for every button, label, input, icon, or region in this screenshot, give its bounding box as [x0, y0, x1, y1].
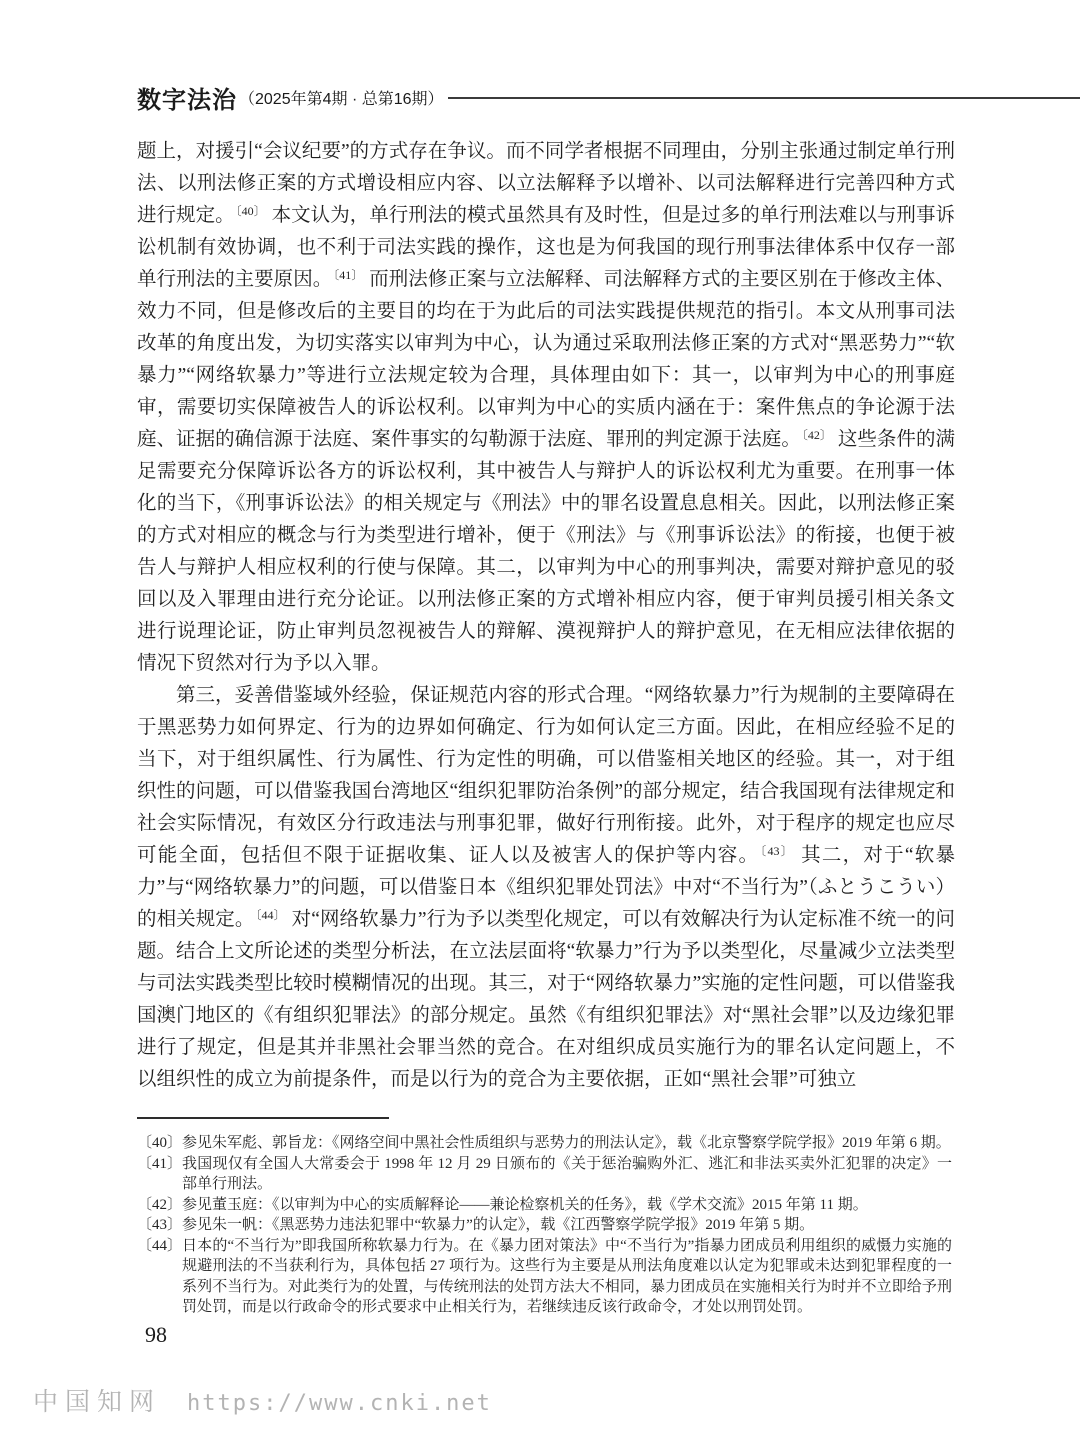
- body-text: [137, 136, 955, 1096]
- footnote-text: 参见董玉庭：《以审判为中心的实质解释论——兼论检察机关的任务》，载《学术交流》2015 年第 11 期。: [182, 1196, 868, 1213]
- body-paragraph: 题上，对援引“会议纪要”的方式存在争议。而不同学者根据不同理由，分别主张通过制定单行刑法、以刑法修正案的方式增设相应内容、以立法解释予以增补、以司法解释进行完善四种方式进行规定。$^{〔40〕}$ 本文认为，单行刑法的模式虽然具有及时性，但是过多的单行刑法难以与刑事诉讼机制有效协调，也不利于司法实践的操作，这也是为何我国的现行刑事法律体系中仅存一部单行刑法的主要原因。$^{〔41〕}$ 而刑法修正案与立法解释、司法解释方式的主要区别在于修改主体、效力不同，但是修改后的主要目的均在于为此后的司法实践提供规范的指引。本文从刑事司法改革的角度出发，为切实落实以审判为中心，认为通过采取刑法修正案的方式对“黑恶势力”“软暴力”“网络软暴力”等进行立法规定较为合理，具体理由如下：其一，以审判为中心的刑事庭审，需要切实保障被告人的诉讼权利。以审判为中心的实质内涵在于：案件焦点的争论源于法庭、证据的确信源于法庭、案件事实的勾勒源于法庭、罪刑的判定源于法庭。$^{〔42〕}$ 这些条件的满足需要充分保障诉讼各方的诉讼权利，其中被告人与辩护人的诉讼权利尤为重要。在刑事一体化的当下，《刑事诉讼法》的相关规定与《刑法》中的罪名设置息息相关。因此，以刑法修正案的方式对相应的概念与行为类型进行增补，便于《刑法》与《刑事诉讼法》的衔接，也便于被告人与辩护人相应权利的行使与保障。其二，以审判为中心的刑事判决，需要对辩护意见的驳回以及入罪理由进行充分论证。以刑法修正案的方式增补相应内容，便于审判员援引相关条文进行说理论证，防止审判员忽视被告人的辩解、漠视辩护人的辩护意见，在无相应法律依据的情况下贸然对行为予以入罪。: [137, 141, 955, 674]
- footnote-text: 日本的“不当行为”即我国所称软暴力行为。在《暴力团对策法》中“不当行为”指暴力团成员利用组织的威慑力实施的规避刑法的不当获利行为，具体包括 27 项行为。这些行为主要是从刑法角度难以认定为犯罪或未达到犯罪程度的一系列不当行为。对此类行为的处置，与传统刑法的处罚方法大不相同，暴力团成员在实施相关行为时并不立即给予刑罚处罚，而是以行政命令的形式要求中止相关行为，若继续违反该行政命令，才处以刑罚处罚。: [182, 1237, 952, 1315]
- cnki-watermark: [33, 1382, 492, 1418]
- journal-issue: （2025年第4期 · 总第16期）: [239, 91, 444, 108]
- body-paragraph: 第三，妥善借鉴域外经验，保证规范内容的形式合理。“网络软暴力”行为规制的主要障碍在于黑恶势力如何界定、行为的边界如何确定、行为如何认定三方面。因此，在相应经验不足的当下，对于组织属性、行为属性、行为定性的明确，可以借鉴相关地区的经验。其一，对于组织性的问题，可以借鉴我国台湾地区“组织犯罪防治条例”的部分规定，结合我国现有法律规定和社会实际情况，有效区分行政违法与刑事犯罪，做好行刑衔接。此外，对于程序的规定也应尽可能全面，包括但不限于证据收集、证人以及被害人的保护等内容。$^{〔43〕}$ 其二，对于“软暴力”与“网络软暴力”的问题，可以借鉴日本《组织犯罪处罚法》中对“不当行为”（ふとうこうい）的相关规定。$^{〔44〕}$ 对“网络软暴力”行为予以类型化规定，可以有效解决行为认定标准不统一的问题。结合上文所论述的类型分析法，在立法层面将“软暴力”行为予以类型化，尽量减少立法类型与司法实践类型比较时模糊情况的出现。其三，对于“网络软暴力”实施的定性问题，可以借鉴我国澳门地区的《有组织犯罪法》的部分规定。虽然《有组织犯罪法》对“黑社会罪”以及边缘犯罪进行了规定，但是其并非黑社会罪当然的竞合。在对组织成员实施行为的罪名认定问题上，不以组织性的成立为前提条件，而是以行为的竞合为主要依据，正如“黑社会罪”可独立: [137, 685, 955, 1090]
- footnote-marker: 〔43〕: [137, 1217, 183, 1233]
- footnote-item: [137, 1195, 952, 1216]
- footnote-item: [137, 1133, 952, 1154]
- cnki-watermark-name: 中国知网: [33, 1389, 162, 1416]
- footnote-item: [137, 1154, 952, 1195]
- header-rule: [448, 97, 1080, 99]
- footnote-marker: 〔41〕: [137, 1155, 183, 1172]
- footnote-marker: 〔42〕: [137, 1196, 183, 1213]
- page-header: [137, 80, 1080, 115]
- footnote-item: [137, 1236, 952, 1318]
- footnote-ref: 〔43〕: [760, 844, 795, 858]
- journal-title: 数字法治: [137, 87, 237, 114]
- footnote-ref: 〔41〕: [333, 268, 364, 282]
- cnki-watermark-url: https://www.cnki.net: [187, 1391, 492, 1416]
- footnote-item: [137, 1215, 952, 1236]
- footnote-ref: 〔44〕: [255, 908, 286, 922]
- footnote-marker: 〔40〕: [137, 1135, 183, 1151]
- footnote-text: 参见朱一帆：《黑恶势力违法犯罪中“软暴力”的认定》，载《江西警察学院学报》2019 年第 5 期。: [182, 1217, 815, 1233]
- footnote-separator: [137, 1117, 389, 1119]
- footnote-marker: 〔44〕: [137, 1237, 183, 1254]
- page-number: 98: [145, 1322, 167, 1347]
- footnote-text: 我国现仅有全国人大常委会于 1998 年 12 月 29 日颁布的《关于惩治骗购外汇、逃汇和非法买卖外汇犯罪的决定》一部单行刑法。: [182, 1155, 952, 1192]
- footnote-list: [137, 1133, 952, 1318]
- footnote-ref: 〔40〕: [235, 204, 266, 218]
- footnote-ref: 〔42〕: [801, 428, 832, 442]
- footnote-text: 参见朱军彪、郭旨龙：《网络空间中黑社会性质组织与恶势力的刑法认定》，载《北京警察学院学报》2019 年第 6 期。: [182, 1135, 951, 1151]
